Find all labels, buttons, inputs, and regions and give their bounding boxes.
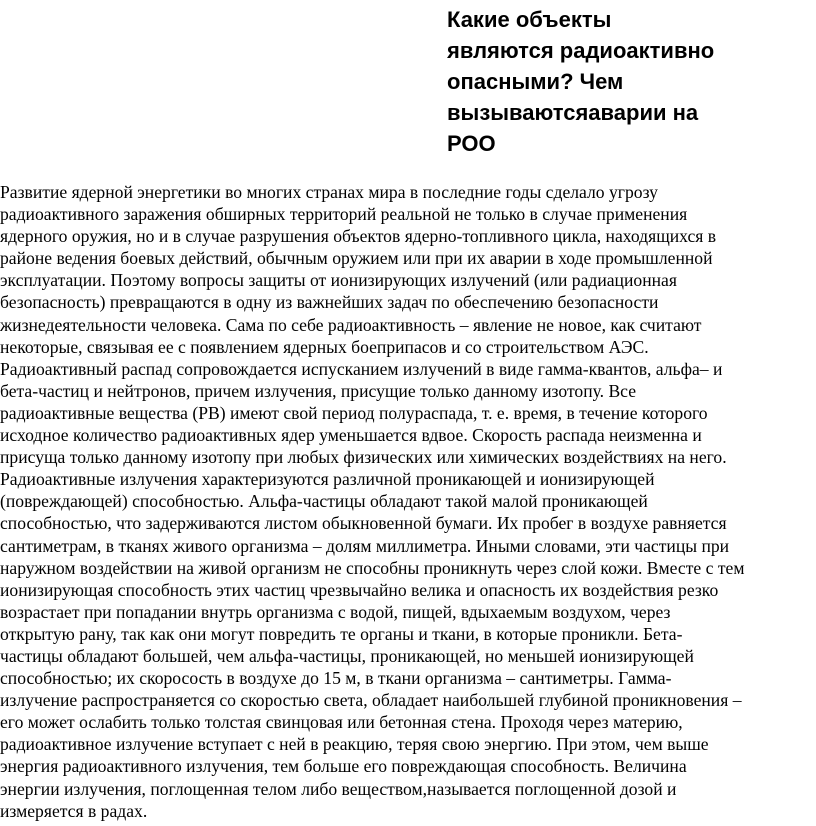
body-line: жизнедеятельности человека. Сама по себе радиоактивность – явление не новое, как считают [0, 314, 702, 335]
body-line: ядерного оружия, но и в случае разрушения объектов ядерно-топливного цикла, находящихся в [0, 226, 717, 247]
body-line: наружном воздействии на живой организм не способны проникнуть через слой кожи. Вместе с тем [0, 557, 745, 578]
body-line: некоторые, связывая ее с появлением ядерных боеприпасов и со строительством АЭС. [0, 336, 649, 357]
body-line: безопасность) превращаются в одну из важнейших задач по обеспечению безопасности [0, 292, 659, 313]
body-line: способностью; их скоросость в воздухе до 15 м, в ткани организма – сантиметры. Гамма- [0, 668, 672, 689]
document-title [447, 4, 787, 159]
body-line: бета-частиц и нейтронов, причем излучения, присущие только данному изотопу. Все [0, 380, 637, 401]
body-line: открытую рану, так как они могут повредить те органы и ткани, в которые проникли. Бета- [0, 623, 683, 644]
body-line: способностью, что задерживаются листом обыкновенной бумаги. Их пробег в воздухе равняется [0, 513, 727, 534]
body-line: его может ослабить только толстая свинцовая или бетонная стена. Проходя через материю, [0, 712, 683, 733]
body-line: излучение распространяется со скоростью света, обладает наибольшей глубиной проникновения – [0, 690, 742, 711]
body-line: Радиоактивные излучения характеризуются различной проникающей и ионизирующей [0, 469, 655, 490]
body-line: возрастает при попадании внутрь организма с водой, пищей, вдыхаемым воздухом, через [0, 601, 671, 622]
body-paragraph [0, 181, 816, 822]
title-line: вызываютсяаварии на [447, 100, 699, 125]
body-line: районе ведения боевых действий, обычным оружием или при их аварии в ходе промышленной [0, 248, 713, 269]
body-line: радиоактивное излучение вступает с ней в реакцию, теряя свою энергию. При этом, чем выше [0, 734, 709, 755]
body-line: (повреждающей) способностью. Альфа-частицы обладают такой малой проникающей [0, 491, 648, 512]
body-line: эксплуатации. Поэтому вопросы защиты от ионизирующих излучений (или радиационная [0, 270, 677, 291]
body-line: Радиоактивный распад сопровождается испусканием излучений в виде гамма-квантов, альфа– и [0, 358, 723, 379]
title-line: Какие объекты [447, 7, 612, 32]
body-line: радиоактивные вещества (РВ) имеют свой период полураспада, т. е. время, в течение которого [0, 402, 708, 423]
title-line: опасными? Чем [447, 69, 624, 94]
body-line: радиоактивного заражения обширных территорий реальной не только в случае применения [0, 204, 688, 225]
body-line: измеряется в радах. [0, 800, 148, 821]
body-line: энергия радиоактивного излучения, тем больше его повреждающая способность. Величина [0, 756, 687, 777]
body-line: Развитие ядерной энергетики во многих странах мира в последние годы сделало угрозу [0, 182, 658, 202]
body-line: ионизирующая способность этих частиц чрезвычайно велика и опасность их воздействия резко [0, 579, 719, 600]
body-line: частицы обладают большей, чем альфа-частицы, проникающей, но меньшей ионизирующей [0, 645, 694, 666]
body-line: исходное количество радиоактивных ядер уменьшается вдвое. Скорость распада неизменна и [0, 425, 702, 446]
body-line: присуща только данному изотопу при любых физических или химических воздействиях на него. [0, 447, 727, 468]
title-line: РОО [447, 131, 496, 156]
body-line: сантиметрам, в тканях живого организма – долям миллиметра. Иными словами, эти частицы при [0, 535, 730, 556]
body-line: энергии излучения, поглощенная телом либо веществом,называется поглощенной дозой и [0, 778, 677, 799]
title-line: являются радиоактивно [447, 38, 715, 63]
